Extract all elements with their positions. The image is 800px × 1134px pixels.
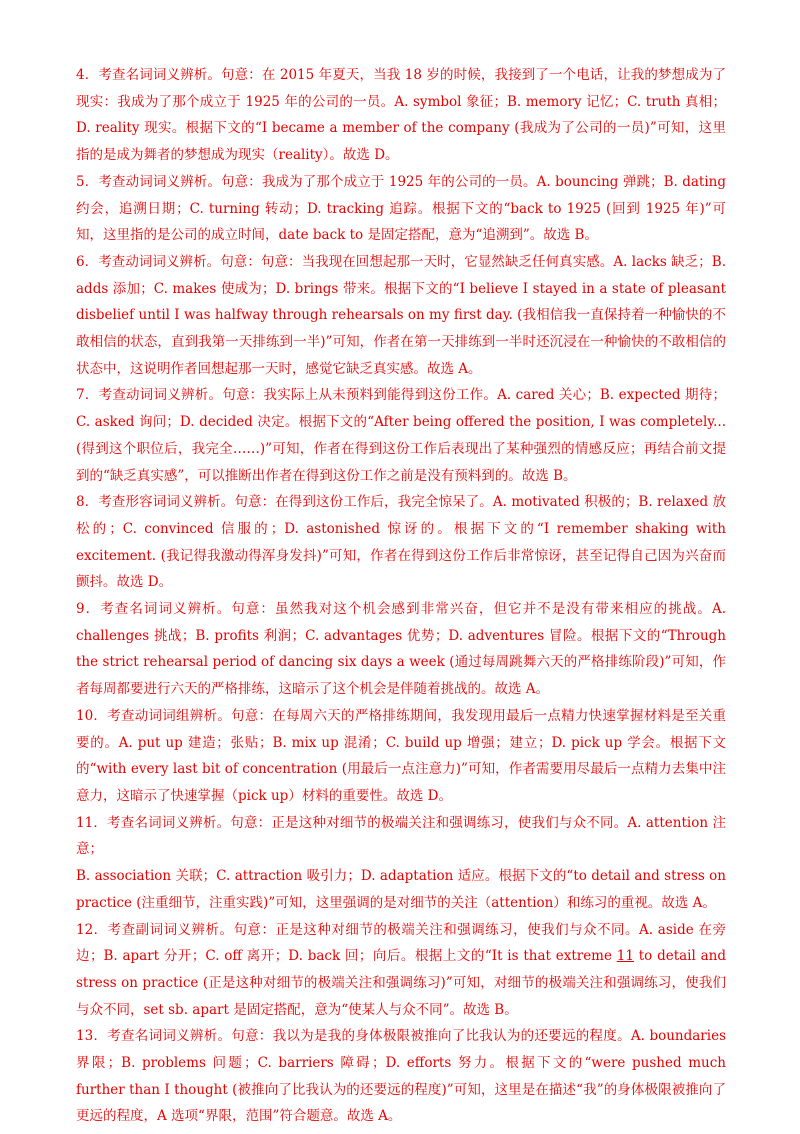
explanation-7: 7．考查动词词义辨析。句意：我实际上从未预料到能得到这份工作。A. cared 关心；B. expected 期待；C. asked 询问；D. decided 决定。根据下文的“After being offered the position, I was completely... (得到这个职位后，我完全……)”可知，作者在得到这份工作后表现出了某种强烈的情感反应；再结合前文提到的“缺乏真实感”，可以推断出作者在得到这份工作之前是没有预料到的。故选 B。 xyxy=(76,387,726,484)
explanation-5: 5．考查动词词义辨析。句意：我成为了那个成立于 1925 年的公司的一员。A. bouncing 弹跳；B. dating 约会，追溯日期；C. turning 转动；D. tracking 追踪。根据下文的“back to 1925 (回到 1925 年)”可知，这里指的是公司的成立时间，date back to 是固定搭配，意为“追溯到”。故选 B。 xyxy=(76,173,726,244)
explanation-4: 4．考查名词词义辨析。句意：在 2015 年夏天，当我 18 岁的时候，我接到了一个电话，让我的梦想成为了现实：我成为了那个成立于 1925 年的公司的一员。A. symbol 象征；B. memory 记忆；C. truth 真相；D. reality 现实。根据下文的“I became a member of the company (我成为了公司的一员)”可知，这里指的是成为舞者的梦想成为现实（reality）。故选 D。 xyxy=(76,67,726,164)
explanation-11: 11．考查名词词义辨析。句意：正是这种对细节的极端关注和强调练习，使我们与众不同。A. attention 注意； xyxy=(76,814,726,858)
explanation-11-continued: B. association 关联；C. attraction 吸引力；D. adaptation 适应。根据下文的“to detail and stress on practice (注重细节，注重实践)”可知，这里强调的是对细节的关注（attention）和练习的重视。故选 A。 xyxy=(76,868,726,911)
explanation-12 xyxy=(76,917,726,1024)
explanation-10: 10．考查动词词组辨析。句意：在每周六天的严格排练期间，我发现用最后一点精力快速掌握材料是至关重要的。A. put up 建造；张贴；B. mix up 混淆；C. build up 增强；建立；D. pick up 学会。根据下文的“with every last bit of concentration (用最后一点注意力)”可知，作者需要用尽最后一点精力去集中注意力，这暗示了快速掌握（pick up）材料的重要性。故选 D。 xyxy=(76,707,726,804)
explanation-9: 9．考查名词词义辨析。句意：虽然我对这个机会感到非常兴奋，但它并不是没有带来相应的挑战。A. challenges 挑战；B. profits 利润；C. advantages 优势；D. adventures 冒险。根据下文的“Through the strict rehearsal period of dancing six days a week (通过每周跳舞六天的严格排练阶段)”可知，作者每周都要进行六天的严格排练，这暗示了这个机会是伴随着挑战的。故选 A。 xyxy=(76,601,726,698)
explanation-12-part-a: 12．考查副词词义辨析。句意：正是这种对细节的极端关注和强调练习，使我们与众不同。A. aside 在旁边；B. apart 分开；C. off 离开；D. back 回；向后。根据上文的“It is that extreme xyxy=(76,921,726,965)
explanation-13: 13．考查名词词义辨析。句意：我以为是我的身体极限被推向了比我认为的还要远的程度。A. boundaries 界限；B. problems 问题；C. barriers 障碍；D. efforts 努力。根据下文的“were pushed much further than I thought (被推向了比我认为的还要远的程度)”可知，这里是在描述“我”的身体极限被推向了更远的程度，A 选项“界限，范围”符合题意。故选 A。 xyxy=(76,1028,726,1125)
explanation-6: 6．考查动词词义辨析。句意：句意：当我现在回想起那一天时，它显然缺乏任何真实感。A. lacks 缺乏；B. adds 添加；C. makes 使成为；D. brings 带来。根据下文的“I believe I stayed in a state of pleasant disbelief until I was halfway through rehearsals on my first day. (我相信我一直保持着一种愉快的不敢相信的状态，直到我第一天排练到一半)”可知，作者在第一天排练到一半时还沉浸在一种愉快的不敢相信的状态中，这说明作者回想起那一天时，感觉它缺乏真实感。故选 A。 xyxy=(76,253,726,377)
explanation-8: 8．考查形容词词义辨析。句意：在得到这份工作后，我完全惊呆了。A. motivated 积极的；B. relaxed 放松的；C. convinced 信服的；D. astonished 惊讶的。根据下文的“I remember shaking with excitement. (我记得我激动得浑身发抖)”可知，作者在得到这份工作后非常惊讶，甚至记得自己因为兴奋而颤抖。故选 D。 xyxy=(76,494,726,591)
answer-explanations xyxy=(76,62,726,1130)
blank-number-11: 11 xyxy=(616,948,634,965)
explanation-12-part-b: to detail and stress on practice (正是这种对细节的极端关注和强调练习)”可知，对细节的极端关注和强调练习，使我们与众不同，set sb. apart 是固定搭配，意为“使某人与众不同”。故选 B。 xyxy=(76,948,726,1018)
